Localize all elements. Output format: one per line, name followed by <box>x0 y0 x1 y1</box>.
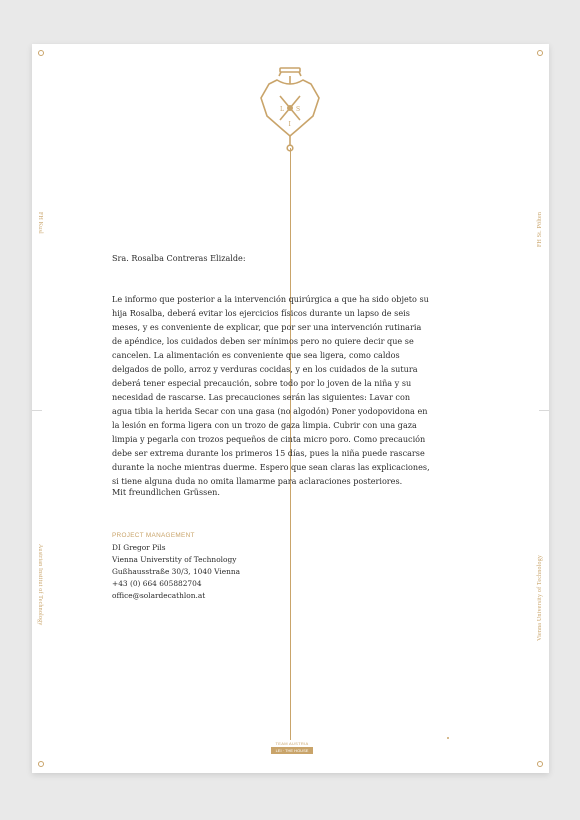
side-label-right-top: FH St. Pölten <box>537 211 543 247</box>
signature-name: DI Gregor Pils <box>112 543 166 552</box>
corner-mark-bottom-left <box>38 761 44 767</box>
fold-mark-right <box>539 410 549 411</box>
signature-organization: Vienna Universtity of Technology <box>112 555 237 564</box>
crest-logo <box>255 64 325 154</box>
letter-body: Le informo que posterior a la intervención quirúrgica a que ha sido objeto su hija Rosalba, deberá evitar los ejercicios físicos durante un lapso de seis meses, y es conveniente de explicar, que por ser una intervención rutinaria de apéndice, los cuidados deben ser mínimos pero no quiere decir que se cancelen. La alimentación es conveniente que sea ligera, como caldos delgados de pollo, arroz y verduras cocidas, y en los cuidados de la sutura deberá tener especial precaución, sobre todo por lo joven de la niña y su necesidad de rascarse. Las precauciones serán las siguientes: Lavar con agua tibia la herida Secar con una gasa (no algodón) Poner yodopovidona en la lesión en forma ligera con un trozo de gaza limpia. Cubrir con una gaza limpia y pegarla con trozos pequeños de cinta micro poro. Como precaución debe ser extrema durante los primeros 15 días, pues la niña puede rascarse durante la noche mientras duerme. Espero que sean claras las explicaciones, si tiene alguna duda no omita llamarme para aclaraciones posteriores. <box>112 294 430 486</box>
fold-mark-left <box>32 410 42 411</box>
side-label-left-top: FH Kusl <box>37 212 43 234</box>
corner-mark-top-right <box>537 50 543 56</box>
footer-logo <box>271 741 313 754</box>
footer-line-2: LEI · THE HOUSE <box>271 747 313 754</box>
signature-phone: +43 (0) 664 605882704 <box>112 579 202 588</box>
side-label-right-bottom: Vienna University of Technology <box>537 554 543 641</box>
signature-address: Gußhausstraße 30/3, 1040 Vienna <box>112 567 241 576</box>
signature-email: office@solardecathlon.at <box>112 591 206 600</box>
letter-closing: Mit freundlichen Grüssen. <box>112 487 220 497</box>
signature-role: PROJECT MANAGEMENT <box>112 532 195 539</box>
crest-letter-i: I <box>288 121 291 128</box>
crest-letter-s: S <box>296 106 301 113</box>
letter-sheet <box>32 44 549 773</box>
side-label-left-bottom: Austrian Institut of Technology <box>37 544 43 626</box>
crest-letter-l: L <box>280 106 284 113</box>
signature-block <box>112 530 240 602</box>
corner-mark-top-left <box>38 50 44 56</box>
corner-mark-bottom-right <box>537 761 543 767</box>
footer-line-1: TEAM AUSTRIA <box>275 741 309 746</box>
decorative-dot <box>447 737 449 739</box>
letter-salutation: Sra. Rosalba Contreras Elizalde: <box>112 253 246 263</box>
